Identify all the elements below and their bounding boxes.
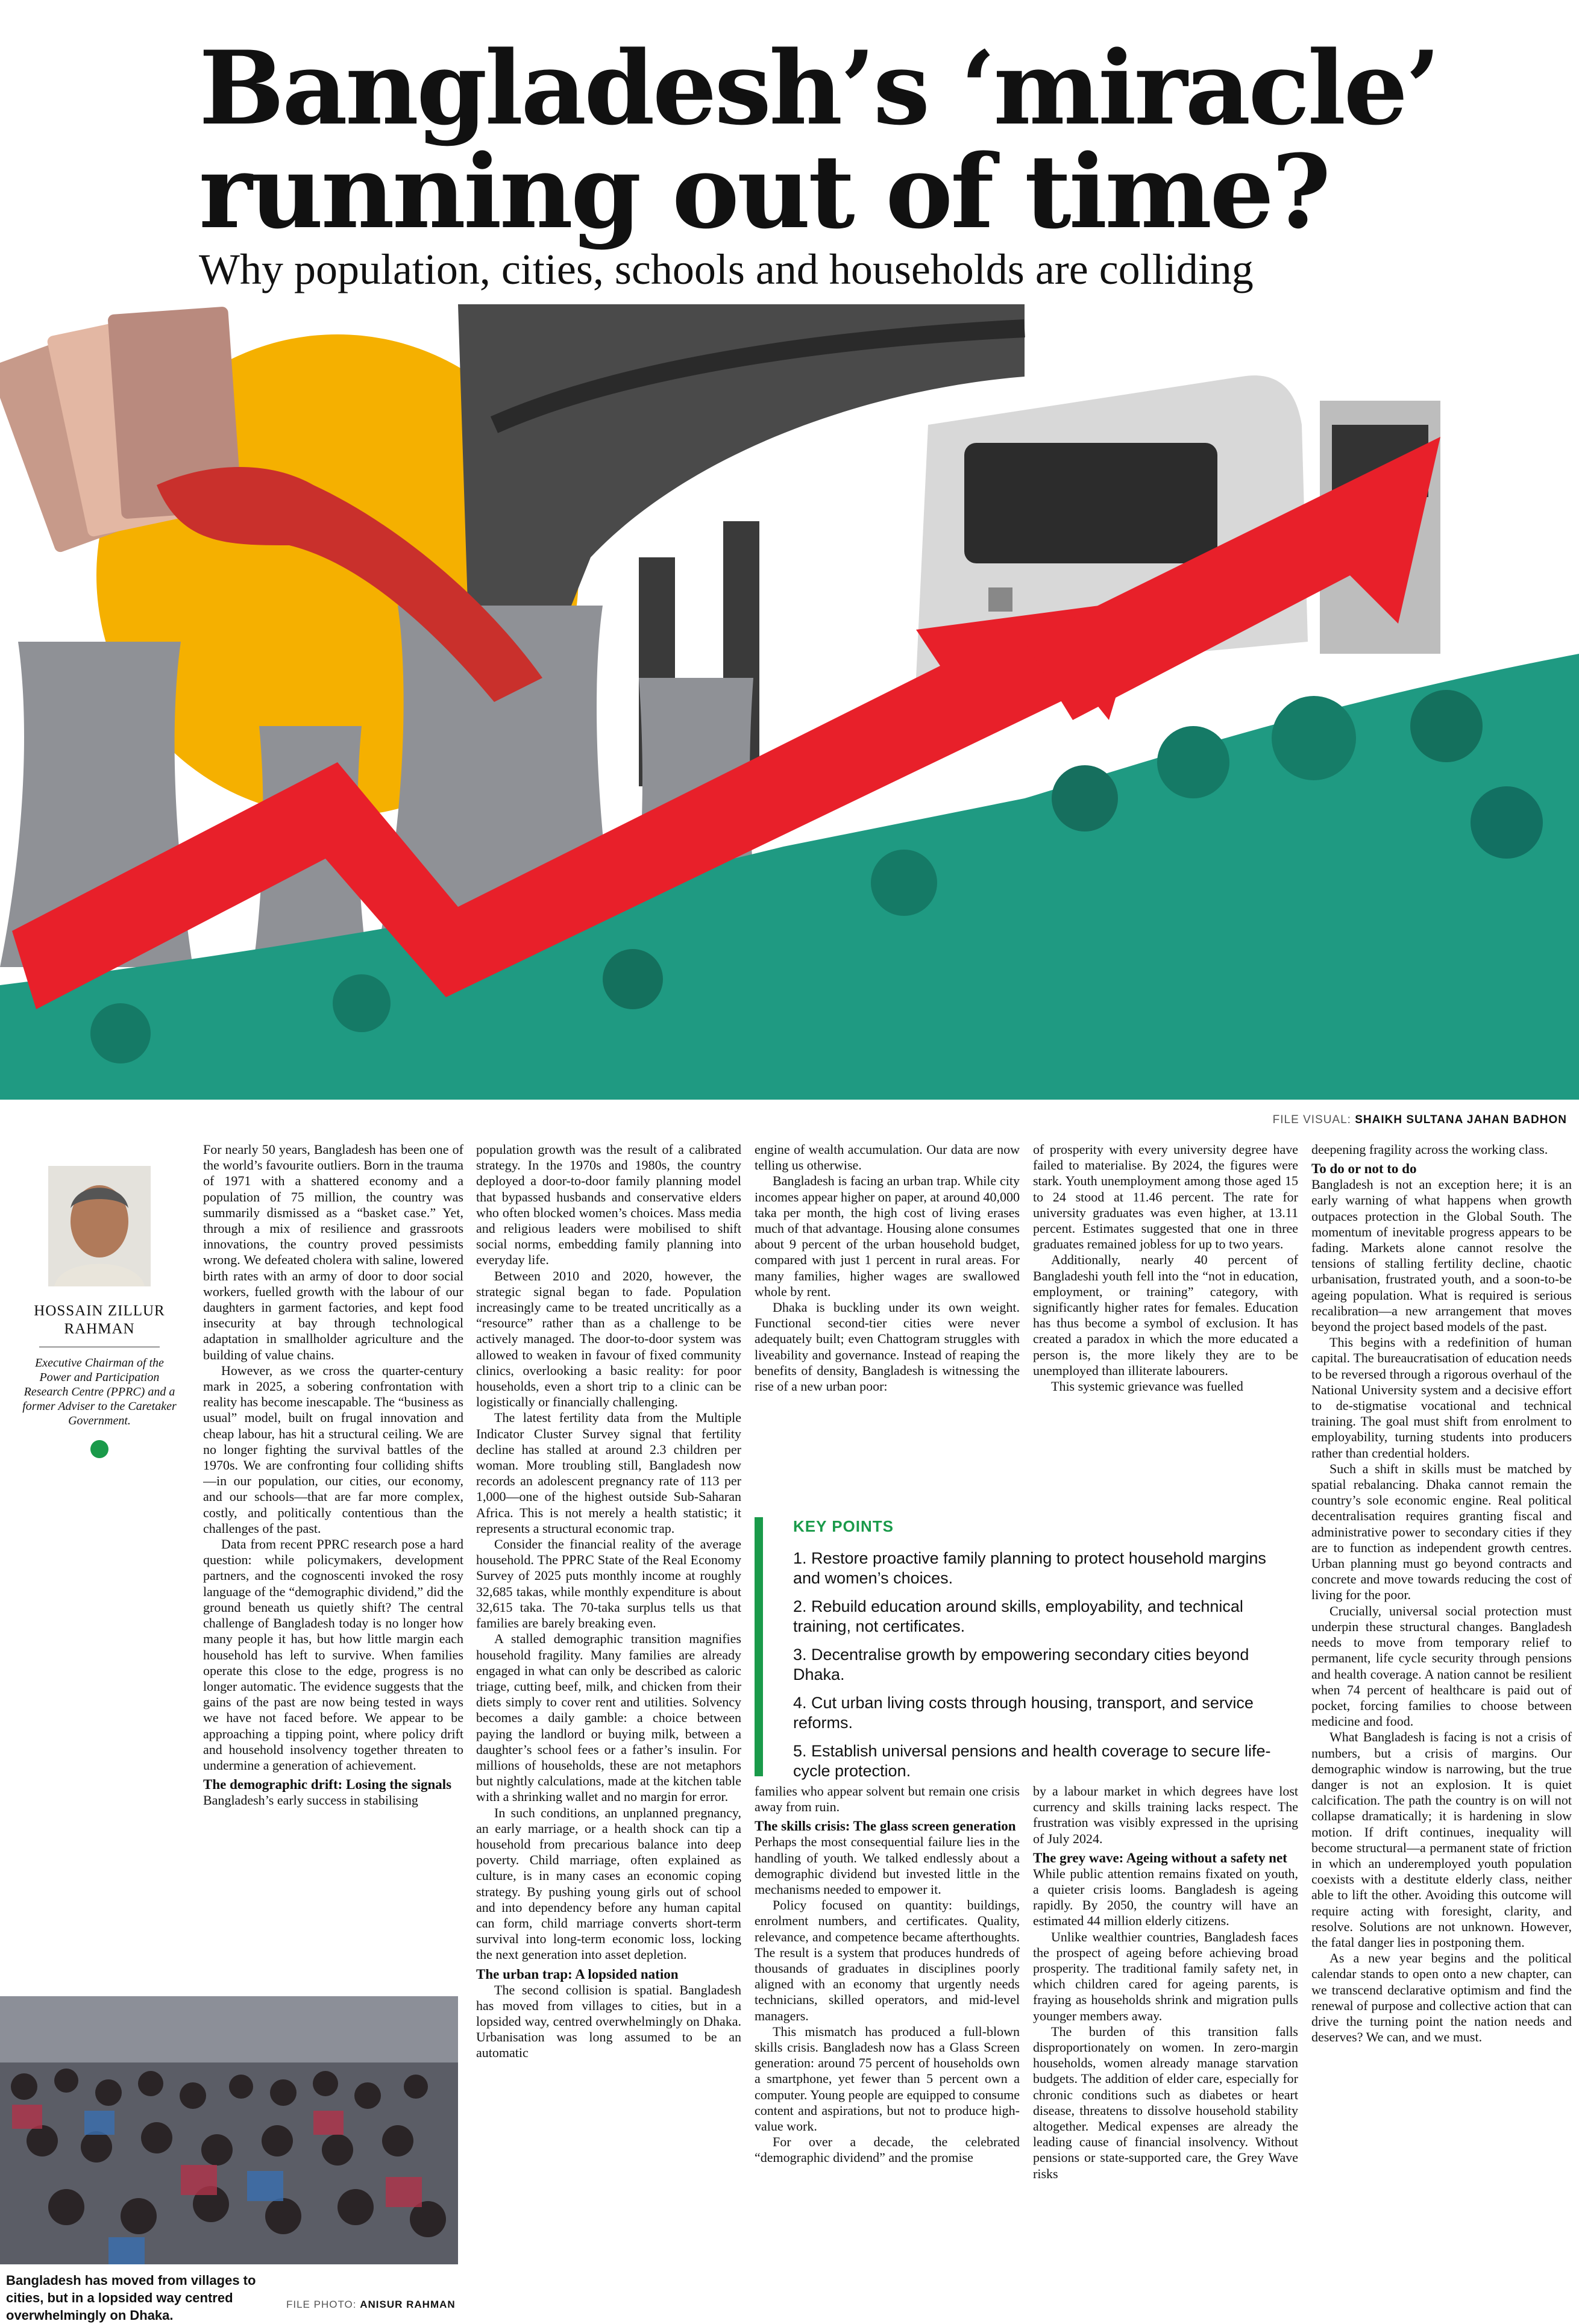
key-point-item: 1. Restore proactive family planning to protect household margins and women’s choices. [793,1549,1266,1587]
key-points-box [755,1517,1309,1780]
paragraph: For nearly 50 years, Bangladesh has been one of the world’s favourite outliers. Born in the trauma of 1971 with a shattered economy and a population of 75 million, the country was summarily dismissed as a “basket case.” Yet, through a mix of resilience and grassroots innovations, the country proved pessimists wrong. We defeated cholera with saline, lowered birth rates with an army of door to door social workers, fuelled growth with the labour of our daughters in garment factories, and kept food insecurity at bay through technological adaptation in smallholder agriculture and the building of value chains. [203,1142,463,1362]
paragraph: Such a shift in skills must be matched by spatial rebalancing. Dhaka cannot remain the country’s sole economic engine. Real political decentralisation requires granting fiscal and administrative power to secondary cities if they are to function as independent growth centres. Urban planning must go beyond contracts and concrete and move towards reducing the cost of living for the poor. [1311,1461,1572,1603]
article-column-1 [203,1142,463,1985]
paragraph: Crucially, universal social protection must underpin these structural changes. Bangladesh needs to move from temporary relief to permanent, life cycle security through pensions and health coverage. A nation cannot be resilient when 74 percent of healthcare is paid out of pocket, forcing families to choose between medicine and food. [1311,1603,1572,1729]
paragraph: Bangladesh is facing an urban trap. While city incomes appear higher on paper, at around 40,000 taka per month, the high cost of living erases much of that advantage. Housing alone consumes about 9 percent of the urban household budget, compared with just 1 percent in rural areas. For many families, higher wages are swallowed whole by rent. [755,1173,1020,1299]
hero-illustration [0,304,1579,1100]
section-heading: The urban trap: A lopsided nation [476,1966,679,1982]
photo-caption: Bangladesh has moved from villages to cities, but in a lopsided way centred overwhelmingly on Dhaka. [6,2273,256,2323]
paragraph: The burden of this transition falls disproportionately on women. In zero-margin households, women already manage starvation budgets. The addition of elder care, especially for chronic conditions such as diabetes or heart disease, threatens to dissolve household stability altogether. Medical expenses are already the leading cause of financial insolvency. Without pensions or state-supported care, the Grey Wave risks [1033,2023,1298,2181]
author-name: HOSSAIN ZILLUR RAHMAN [34,1303,165,1337]
crowd-photo [0,1996,458,2264]
author-box [18,1166,181,1458]
paragraph: The latest fertility data from the Multiple Indicator Cluster Survey signal that fertility decline has stalled at around 2.3 children per woman. More troubling still, Bangladesh now records an adolescent pregnancy rate of 113 per 1,000—one of the highest outside Sub-Saharan Africa. This is not merely a health statistic; it represents a structural economic trap. [476,1410,741,1536]
paragraph: While public attention remains fixated on youth, a quieter crisis looms. Bangladesh is ageing rapidly. By 2050, the country will have an estimated 44 million elderly citizens. [1033,1865,1298,1929]
paragraph: This systemic grievance was fuelled [1051,1379,1243,1394]
paragraph: by a labour market in which degrees have lost currency and skills training lacks respect. The frustration was visibly expressed in the uprising of July 2024. [1033,1784,1298,1846]
section-heading: To do or not to do [1311,1161,1417,1177]
paragraph: Bangladesh is not an exception here; it is an early warning of what happens when growth outpaces protection in the Global South. The momentum of inevitable progress appears to be fading. Markets alone cannot resolve the tensions of stalling fertility decline, chaotic urbanisation, frustrated youth, and a soon-to-be ageing population. What is required is serious recalibration—a new arrangement that moves beyond the project based models of the past. [1311,1177,1572,1335]
paragraph: Data from recent PPRC research pose a hard question: while policymakers, development partners, and the cognoscenti invoked the rosy language of the “demographic dividend,” did the ground beneath us quietly shift? The central challenge of Bangladesh today is no longer how many people it has, but how little margin each household has left to survive. When families operate this close to the edge, progress is no longer automatic. The evidence suggests that the gains of the past are now being tested in ways we have not faced before. We appear to be approaching a tipping point, where policy drift and household insolvency together threaten to undermine a generation of achievement. [203,1536,463,1773]
paragraph: of prosperity with every university degree have failed to materialise. By 2024, the figures were stark. Youth unemployment among those aged 15 to 24 stood at 11.46 percent. The rate for university graduates was even higher, at 13.11 percent. Estimates suggested that one in three graduates remained jobless for up to two years. [1033,1142,1298,1252]
key-point-item: 5. Establish universal pensions and health coverage to secure life-cycle protection. [793,1742,1271,1780]
paragraph: engine of wealth accumulation. Our data are now telling us otherwise. [755,1142,1020,1173]
photo-credit: FILE PHOTO: ANISUR RAHMAN [286,2299,456,2310]
article-column-4-bottom [1033,1784,1298,2314]
article-column-5 [1311,1142,1572,2314]
paragraph: A stalled demographic transition magnifies household fragility. Many families are already engaged in what can only be described as caloric triage, cutting beef, milk, and chicken from their diets simply to cover rent and utilities. Solvency becomes a daily gamble: a choice between paying the landlord or buying milk, between a daughter’s school fees or a father’s insulin. For millions of households, these are not metaphors but nightly calculations, made at the kitchen table with a shrinking wallet and no margin for error. [476,1631,741,1805]
article-column-3-bottom [755,1784,1020,2314]
paragraph: Bangladesh’s early success in stabilising [203,1793,418,1808]
paragraph: In such conditions, an unplanned pregnancy, an early marriage, or a health shock can tip a household from precarious balance into deep poverty. Child marriage, often explained as culture, is in many cases an economic coping strategy. By pushing young girls out of school and into dependency before any human capital can form, child marriage converts short-term survival into long-term economic loss, locking the next generation into asset depletion. [476,1805,741,1962]
accent-bar [755,1517,763,1776]
key-point-item: 2. Rebuild education around skills, employability, and technical training, not certificates. [793,1597,1243,1635]
paragraph: As a new year begins and the political calendar stands to open onto a new chapter, can we transcend declarative optimism and find the renewal of purpose and collective action that can drive the turning point the nation needs and deserves? We can, and we must. [1311,1950,1572,2045]
article-column-4-top [1033,1142,1298,1467]
paragraph: deepening fragility across the working class. [1311,1142,1548,1157]
paragraph: However, as we cross the quarter-century mark in 2025, a sobering confrontation with reality has become inescapable. The “business as usual” model, built on frugal innovation and cheap labour, has hit a structural ceiling. We are no longer fighting the survival battles of the 1970s. We are confronting four colliding shifts—in our population, our cities, our economy, and our schools—that are far more complex, costly, and politically contentious than the challenges of the past. [203,1362,463,1536]
author-bio: Executive Chairman of the Power and Participation Research Centre (PPRC) and a former Adviser to the Caretaker Government. [22,1356,177,1427]
section-heading: The skills crisis: The glass screen generation [755,1818,1016,1834]
paragraph: This begins with a redefinition of human capital. The bureaucratisation of education needs to be reversed through a rigorous overhaul of the National University system and a decisive effort to de-stigmatise vocational and technical training. The goal must shift from enrolment to employability, turning students into producers rather than credential holders. [1311,1335,1572,1461]
paragraph: Additionally, nearly 40 percent of Bangladeshi youth fell into the “not in education, employment, or training” category, with significantly higher rates for females. Education has thus become a symbol of exclusion. It has created a paradox in which the more educated a person is, the more likely they are to be unemployed than illiterate labourers. [1033,1252,1298,1378]
paragraph: For over a decade, the celebrated “demographic dividend” and the promise [755,2134,1020,2166]
key-points-list [793,1549,1287,1790]
paragraph: This mismatch has produced a full-blown skills crisis. Bangladesh now has a Glass Screen generation: around 75 percent of households own a smartphone, yet fewer than 5 percent own a computer. Young people are equipped to consume content and aspirations, but not to produce high-value work. [755,2023,1020,2134]
paragraph: Consider the financial reality of the average household. The PPRC State of the Real Economy Survey of 2025 puts monthly income at roughly 32,685 takas, while monthly expenditure is about 32,615 taka. The 70-taka surplus tells us that families are barely breaking even. [476,1536,741,1631]
paragraph: Between 2010 and 2020, however, the strategic signal began to fade. Population increasingly came to be treated uncritically as a “resource” rather than as a challenge to be actively managed. The door-to-door system was allowed to weaken in favour of fixed community clinics, overlooking a basic reality: for poor households, even a short trip to a clinic can be logistically or financially challenging. [476,1268,741,1410]
visual-credit: FILE VISUAL: SHAIKH SULTANA JAHAN BADHON [1272,1113,1567,1126]
paragraph: Dhaka is buckling under its own weight. Functional second-tier cities were never adequately built; even Chattogram struggles with liveability and governance. Instead of reaping the benefits of density, Bangladesh is witnessing the rise of a new urban poor: [755,1300,1020,1394]
green-dot-icon [90,1440,108,1458]
paragraph: Perhaps the most consequential failure lies in the handling of youth. We talked endlessly about a demographic dividend but invested little in the mechanisms needed to empower it. [755,1834,1020,1897]
paragraph: Unlike wealthier countries, Bangladesh faces the prospect of ageing before achieving broad prosperity. The traditional family safety net, in which children cared for ageing parents, is fraying as households shrink and migration pulls younger members away. [1033,1929,1298,2023]
key-points-title: KEY POINTS [793,1517,894,1535]
headline: Bangladesh’s ‘miracle’ running out of time? [199,28,1439,251]
subheadline: Why population, cities, schools and households are colliding [199,245,1254,293]
paragraph: population growth was the result of a calibrated strategy. In the 1970s and 1980s, the country deployed a door-to-door family planning model that bypassed husbands and conservative elders who often blocked women’s choices. Mass media and religious leaders were mobilised to shift social norms, embedding family planning into everyday life. [476,1142,741,1268]
section-heading: The grey wave: Ageing without a safety net [1033,1850,1287,1865]
article-column-2 [476,1142,741,2314]
article-column-3-top [755,1142,1020,1467]
paragraph: families who appear solvent but remain one crisis away from ruin. [755,1784,1020,1815]
key-point-item: 4. Cut urban living costs through housing, transport, and service reforms. [793,1694,1254,1732]
key-point-item: 3. Decentralise growth by empowering secondary cities beyond Dhaka. [793,1646,1249,1683]
paragraph: What Bangladesh is facing is not a crisis of numbers, but a crisis of margins. Our demographic window is narrowing, but the true danger is not an explosion. It is quiet calcification. The path the country is on will not collapse dramatically; it is hardening in slow motion. If drift continues, inequality will become structural—a permanent state of friction in which an underemployed youth population coexists with a destitute elderly class, neither able to lift the other. Avoiding this outcome will require acting with foresight, clarity, and resolve. Solutions are not unknown. However, the fatal danger lies in postponing them. [1311,1729,1572,1950]
paragraph: The second collision is spatial. Bangladesh has moved from villages to cities, but in a lopsided way, centred overwhelmingly on Dhaka. Urbanisation was long assumed to be an automatic [476,1982,741,2061]
section-heading: The demographic drift: Losing the signals [203,1777,452,1793]
avatar [48,1166,151,1286]
paragraph: Policy focused on quantity: buildings, enrolment numbers, and certificates. Quality, relevance, and competence became afterthoughts. The result is a system that produces hundreds of thousands of graduates in disciplines poorly aligned with an economy that urgently needs technicians, skilled operators, and mid-level managers. [755,1897,1020,2023]
